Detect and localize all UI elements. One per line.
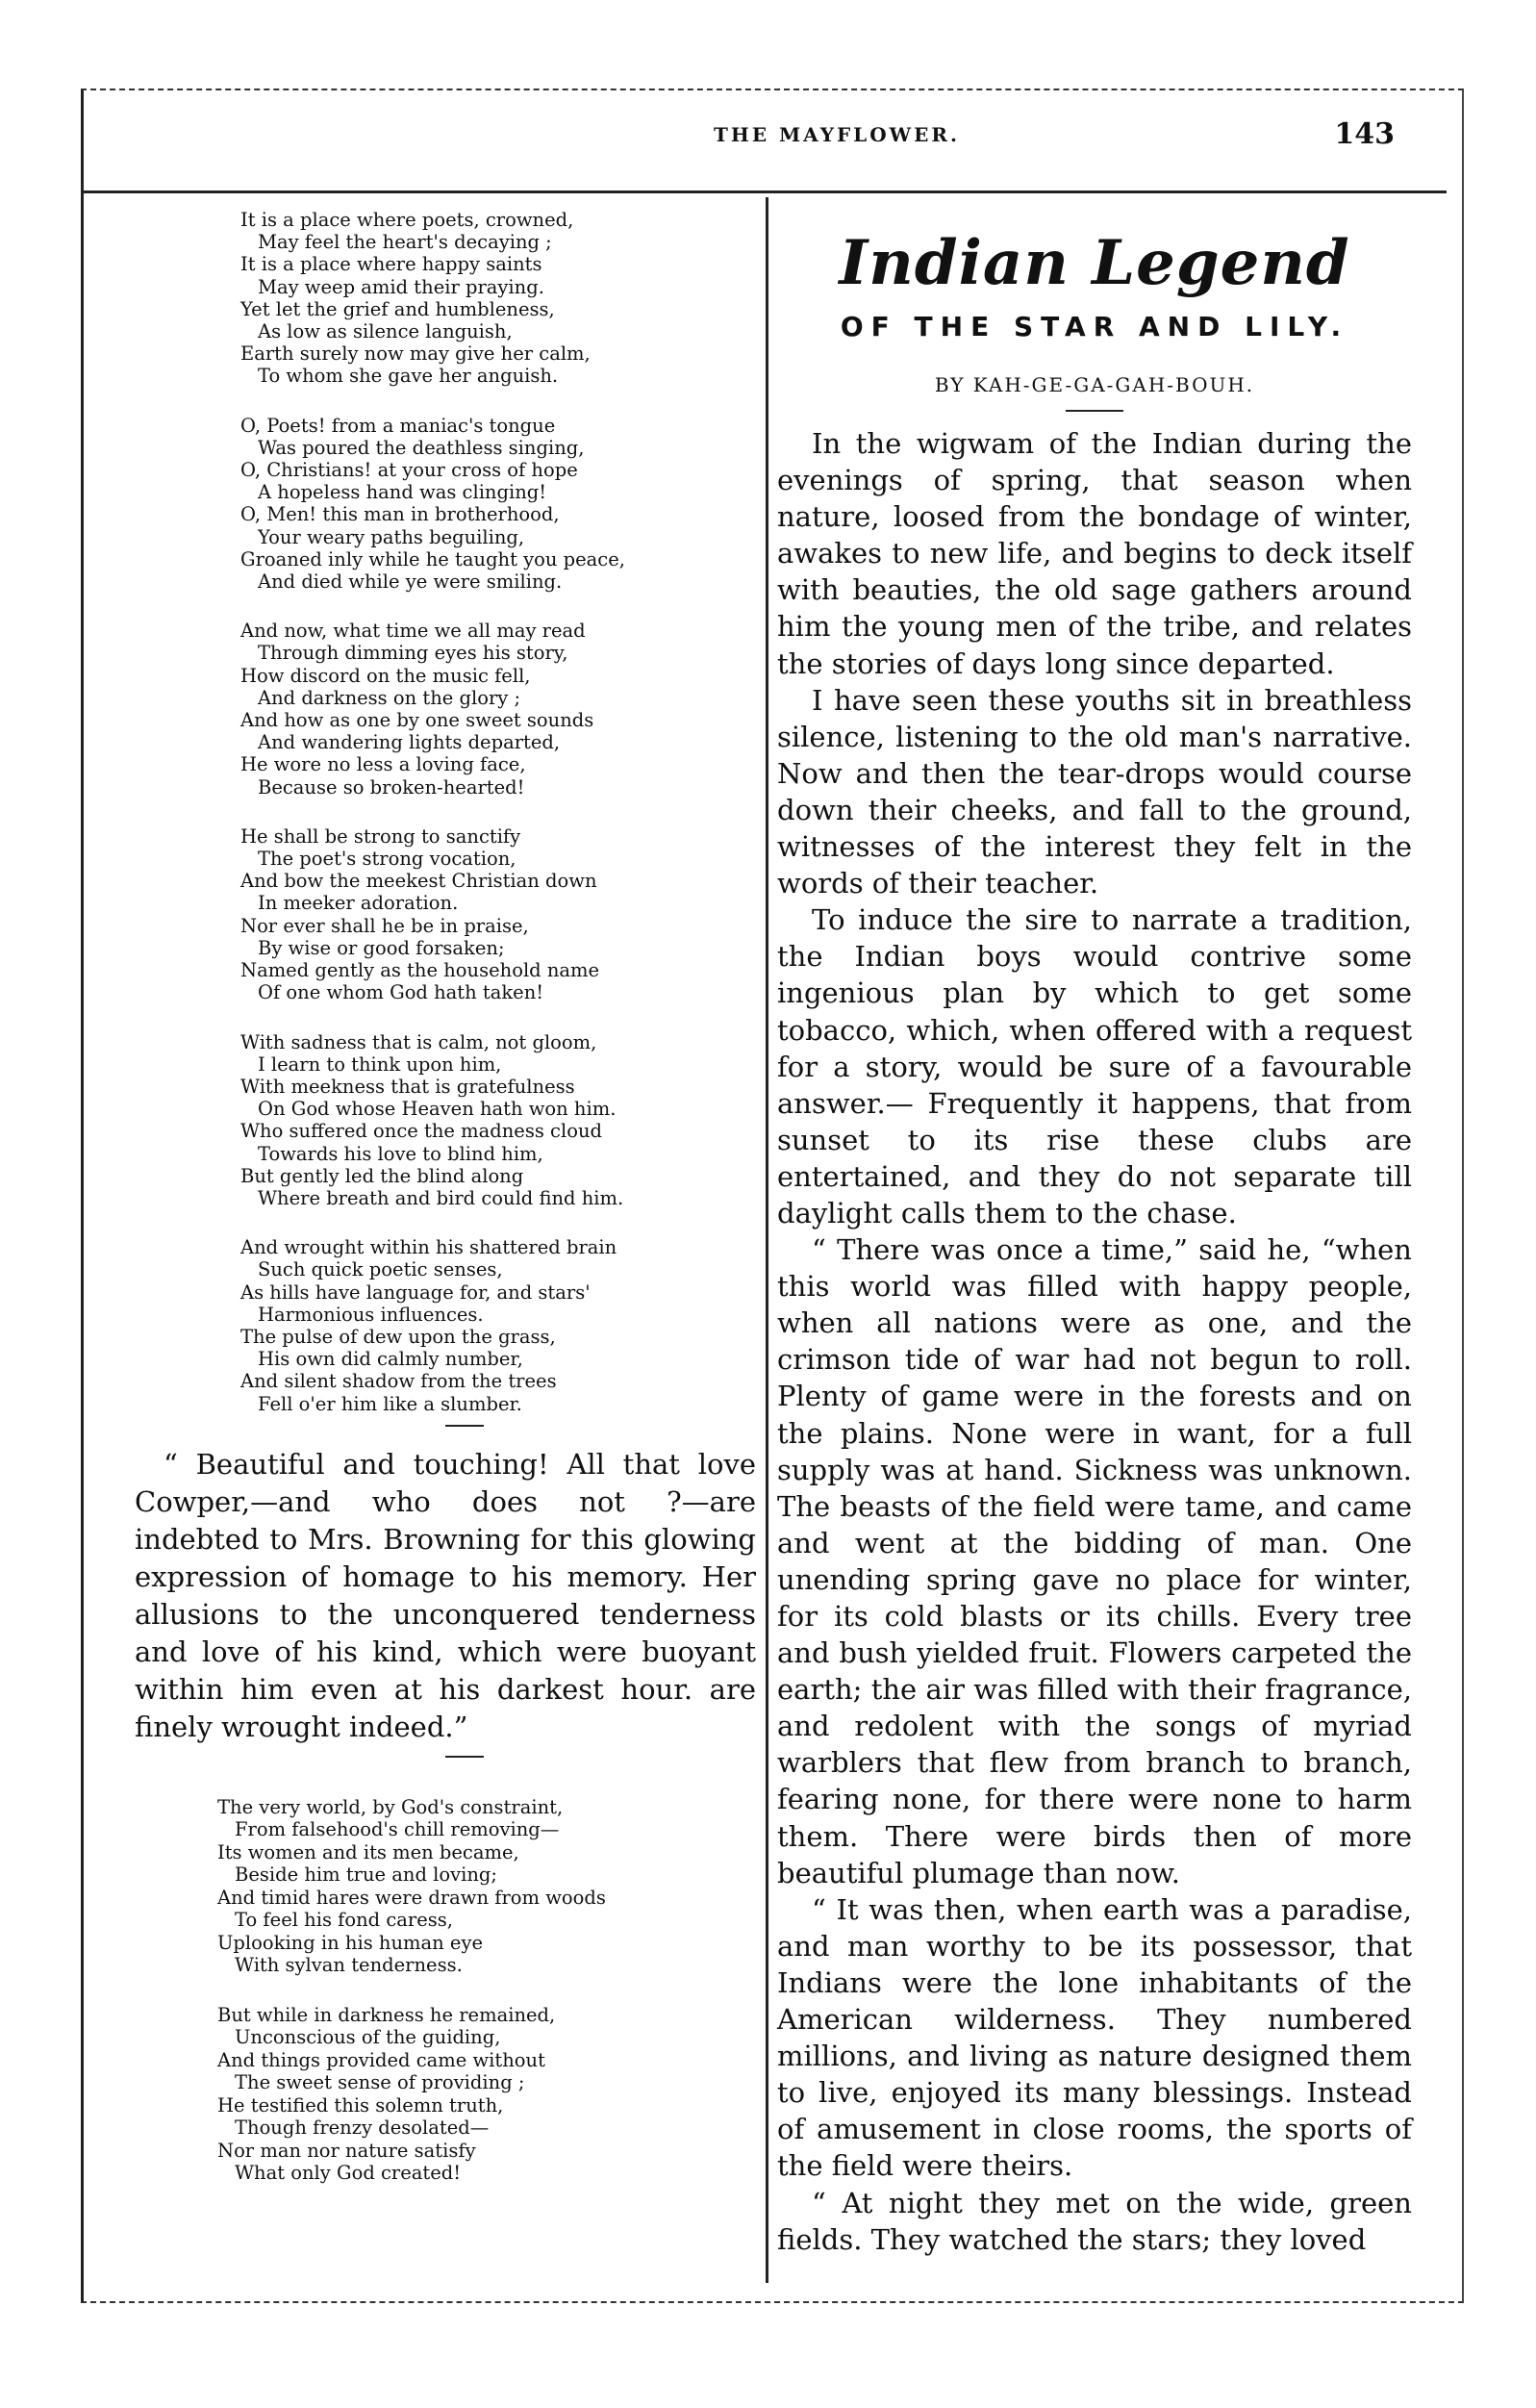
stanza [240, 415, 756, 594]
poem-line: It is a place where happy saints [240, 253, 542, 276]
poem-line: Was poured the deathless singing, [258, 436, 585, 459]
poem-line: O, Men! this man in brotherhood, [240, 503, 560, 526]
poem-line: May feel the heart's decaying ; [258, 231, 552, 254]
poem-line: The pulse of dew upon the grass, [240, 1325, 556, 1348]
poem-line: And darkness on the glory ; [258, 686, 521, 709]
poem-line: Where breath and bird could find him. [258, 1186, 624, 1209]
body-paragraph: “ There was once a time,” said he, “when this world was filled with happy people, when all nations were as one, and the crimson tide of war had not begun to roll. Plenty of game were in the forests and on the plains. None were in want, for a full supply was at hand. Sickness was unknown. The beasts of the field were tame, and came and went at the bidding of man. One unending spring gave no place for winter, for its cold blasts or its chills. Every tree and bush yielded fruit. Flowers carpeted the earth; the air was filled with their fragrance, and redolent with the songs of myriad warblers that flew from branch to branch, fearing none, for there were none to harm them. There were birds then of more beautiful plumage than now. [777, 1233, 1412, 1889]
poem-line: As low as silence languish, [258, 320, 513, 343]
poem-line: By wise or good forsaken; [258, 936, 505, 959]
poem-continuation [135, 1796, 756, 2185]
poem-line: He testified this solemn truth, [217, 2093, 504, 2117]
stanza [217, 2004, 756, 2185]
poem-line: Harmonious influences. [258, 1303, 484, 1326]
poem-line: Named gently as the household name [240, 959, 600, 982]
poem-line: A hopeless hand was clinging! [258, 481, 547, 504]
legend-title: Indian Legend [839, 227, 1350, 299]
poem-line: Yet let the grief and humbleness, [240, 297, 555, 320]
poem-line: And how as one by one sweet sounds [240, 709, 594, 732]
stanza [240, 825, 756, 1004]
legend-subtitle: OF THE STAR AND LILY. [840, 311, 1349, 342]
page-header [115, 117, 1404, 162]
left-column [135, 207, 756, 2285]
stanza [240, 620, 756, 798]
poem-line: Its women and its men became, [217, 1840, 519, 1863]
poem-line: He shall be strong to sanctify [240, 824, 521, 848]
right-column [777, 207, 1412, 2285]
poem-line: Who suffered once the madness cloud [240, 1120, 602, 1143]
poem-line: And now, what time we all may read [240, 620, 586, 643]
byline: BY KAH-GE-GA-GAH-BOUH. [934, 373, 1255, 396]
poem-line: As hills have language for, and stars' [240, 1280, 591, 1304]
poem-line: Unconscious of the guiding, [235, 2026, 501, 2049]
section-rule [445, 1756, 484, 1758]
poem-line: On God whose Heaven hath won him. [258, 1098, 617, 1121]
body-paragraph: To induce the sire to narrate a tradition, the Indian boys would contrive some ingenious plan by which to get some tobacco, which, when offered with a request for a story, would be sure of a favourable answer.— Frequently it happens, that from sunset to its rise these clubs are entertained, and they do not separate till daylight calls them to the chase. [777, 903, 1412, 1229]
poem-line: And things provided came without [217, 2048, 545, 2071]
poem-line: Groaned inly while he taught you peace, [240, 547, 625, 570]
poem-line: It is a place where poets, crowned, [240, 209, 574, 231]
body-paragraph: I have seen these youths sit in breathless silence, listening to the old man's narrative. Now and then the tear-drops would course down their cheeks, and fall to the ground, witnesses of the interest they felt in the words of their teacher. [777, 683, 1412, 900]
poem-line: Through dimming eyes his story, [258, 642, 568, 665]
poem-line: What only God created! [235, 2162, 462, 2185]
poem-line: To feel his fond caress, [235, 1909, 453, 1932]
poem-line: Your weary paths beguiling, [258, 525, 525, 548]
poem-line: But gently led the blind along [240, 1164, 524, 1187]
poem-line: And died while ye were smiling. [258, 570, 563, 594]
poem-line: With sadness that is calm, not gloom, [240, 1030, 597, 1053]
stanza [217, 1796, 756, 1977]
body-paragraph: “ It was then, when earth was a paradise, and man worthy to be its possessor, that Indians were the lone inhabitants of the American wilderness. They numbered millions, and living as nature designed them to live, enjoyed its many blessings. Instead of amusement in close rooms, the sports of the field were theirs. [777, 1892, 1412, 2183]
stanza [240, 1236, 756, 1415]
poem-line: And wandering lights departed, [258, 731, 561, 754]
legend-body [777, 425, 1412, 2258]
poem-line: May weep amid their praying. [258, 275, 544, 298]
poem-line: Nor man nor nature satisfy [217, 2139, 476, 2162]
header-rule [81, 190, 1447, 193]
poem-line: And bow the meekest Christian down [240, 870, 597, 893]
poem-line: From falsehood's chill removing— [235, 1818, 560, 1841]
poem-line: With sylvan tenderness. [235, 1954, 463, 1977]
poem-line: Because so broken-hearted! [258, 775, 525, 798]
stanza [240, 209, 756, 388]
poem-cowper [135, 209, 756, 1415]
poem-line: His own did calmly number, [258, 1348, 523, 1371]
body-paragraph: “ At night they met on the wide, green fields. They watched the stars; they loved [777, 2186, 1412, 2256]
poem-line: But while in darkness he remained, [217, 2003, 556, 2026]
poem-line: Uplooking in his human eye [217, 1931, 484, 1954]
poem-line: Beside him true and loving; [235, 1863, 497, 1887]
section-rule [445, 1425, 484, 1427]
poem-line: In meeker adoration. [258, 892, 459, 915]
column-divider [766, 197, 768, 2283]
poem-line: The sweet sense of providing ; [235, 2071, 525, 2094]
running-title: THE MAYFLOWER. [714, 123, 960, 146]
poem-line: How discord on the music fell, [240, 664, 531, 687]
poem-line: And timid hares were drawn from woods [217, 1886, 606, 1909]
poem-line: And silent shadow from the trees [240, 1370, 557, 1393]
poem-line: Though frenzy desolated— [235, 2117, 490, 2140]
byline-rule [1066, 410, 1123, 412]
poem-line: Fell o'er him like a slumber. [258, 1392, 522, 1415]
poem-line: I learn to think upon him, [258, 1052, 502, 1076]
poem-line: The very world, by God's constraint, [217, 1795, 564, 1818]
page-number: 143 [1334, 117, 1395, 151]
poem-line: He wore no less a loving face, [240, 753, 526, 776]
poem-line: Towards his love to blind him, [258, 1142, 543, 1165]
poem-line: O, Christians! at your cross of hope [240, 459, 578, 482]
editorial-comment: “ Beautiful and touching! All that love Cowper,—and who does not ?—are indebted to Mrs. Browning for this glowing expression of homage to his memory. Her allusions to the unconquered tenderness and love of his kind, which were buoyant within him even at his darkest hour. are finely wrought indeed.” [135, 1447, 756, 1743]
poem-line: To whom she gave her anguish. [258, 365, 559, 388]
poem-line: Of one whom God hath taken! [258, 981, 544, 1004]
poem-line: The poet's strong vocation, [258, 848, 516, 871]
poem-line: And wrought within his shattered brain [240, 1236, 617, 1259]
poem-line: With meekness that is gratefulness [240, 1075, 575, 1098]
stanza [240, 1031, 756, 1210]
poem-line: Nor ever shall he be in praise, [240, 914, 529, 937]
poem-line: Earth surely now may give her calm, [240, 342, 591, 366]
poem-line: O, Poets! from a maniac's tongue [240, 414, 556, 437]
poem-line: Such quick poetic senses, [258, 1258, 503, 1281]
body-paragraph: In the wigwam of the Indian during the evenings of spring, that season when nature, loosed from the bondage of winter, awakes to new life, and begins to deck itself with beauties, the old sage gathers around him the young men of the tribe, and relates the stories of days long since departed. [777, 427, 1412, 680]
